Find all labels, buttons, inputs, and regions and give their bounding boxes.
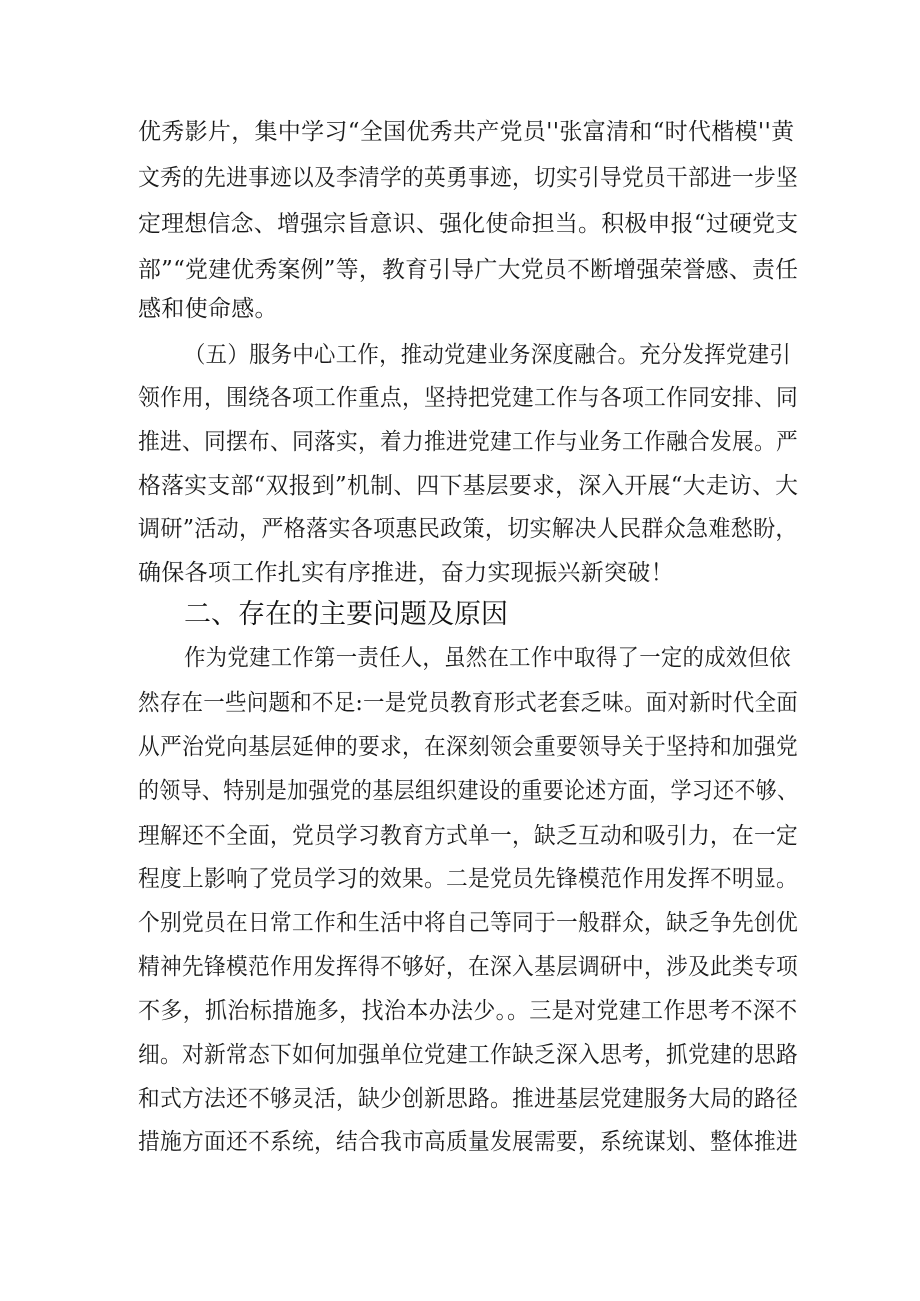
section-heading: 二、存在的主要问题及原因 <box>184 599 508 630</box>
paragraph-3-line: 然存在一些问题和不足:一是党员教育形式老套乏味。面对新时代全面 <box>138 690 799 716</box>
paragraph-3-line: 不多，抓治标措施多，找治本办法少。。三是对党建工作思考不深不 <box>138 998 798 1024</box>
paragraph-2-line: 领作用，围绕各项工作重点，坚持把党建工作与各项工作同安排、同 <box>138 385 798 411</box>
paragraph-1-line: 文秀的先进事迹以及李清学的英勇事迹，切实引导党员干部进一步坚 <box>138 165 798 191</box>
paragraph-2-line: 调研”活动，严格落实各项惠民政策，切实解决人民群众急难愁盼， <box>138 516 798 542</box>
paragraph-2-line: 确保各项工作扎实有序推进，奋力实现振兴新突破！ <box>138 560 674 586</box>
paragraph-3-line: 措施方面还不系统，结合我市高质量发展需要，系统谋划、整体推进 <box>138 1129 798 1155</box>
paragraph-3-line: 个别党员在日常工作和生活中将自己等同于一般群众，缺乏争先创优 <box>138 910 798 936</box>
paragraph-2-line: 格落实支部“双报到”机制、四下基层要求，深入开展“大走访、大 <box>138 473 799 499</box>
paragraph-1-line: 定理想信念、增强宗旨意识、强化使命担当。积极申报“过硬党支 <box>138 211 799 237</box>
paragraph-3-line: 精神先锋模范作用发挥得不够好，在深入基层调研中，涉及此类专项 <box>138 954 798 980</box>
paragraph-2-line: 推进、同摆布、同落实，着力推进党建工作与业务工作融合发展。严 <box>138 429 798 455</box>
paragraph-1-line: 优秀影片，集中学习“全国优秀共产党员''张富清和“时代楷模''黄 <box>138 119 795 145</box>
paragraph-3-line: 理解还不全面，党员学习教育方式单一，缺乏互动和吸引力，在一定 <box>138 823 798 849</box>
paragraph-1-line: 部”“党建优秀案例”等，教育引导广大党员不断增强荣誉感、责任 <box>138 257 799 283</box>
paragraph-3-line: 从严治党向基层延伸的要求，在深刻领会重要领导关于坚持和加强党 <box>138 734 798 760</box>
paragraph-3-line: 程度上影响了党员学习的效果。二是党员先锋模范作用发挥不明显。 <box>138 866 798 892</box>
paragraph-3-line: 的领导、特别是加强党的基层组织建设的重要论述方面，学习还不够、 <box>138 778 799 804</box>
paragraph-3-line: 和式方法还不够灵活，缺少创新思路。推进基层党建服务大局的路径 <box>138 1086 798 1112</box>
paragraph-1-line: 感和使命感。 <box>138 296 278 322</box>
paragraph-3-line: 细。对新常态下如何加强单位党建工作缺乏深入思考，抓党建的思路 <box>138 1042 798 1068</box>
paragraph-3-line: 作为党建工作第一责任人，虽然在工作中取得了一定的成效但依 <box>184 645 791 671</box>
paragraph-2-line: （五）服务中心工作，推动党建业务深度融合。充分发挥党建引 <box>184 342 791 368</box>
